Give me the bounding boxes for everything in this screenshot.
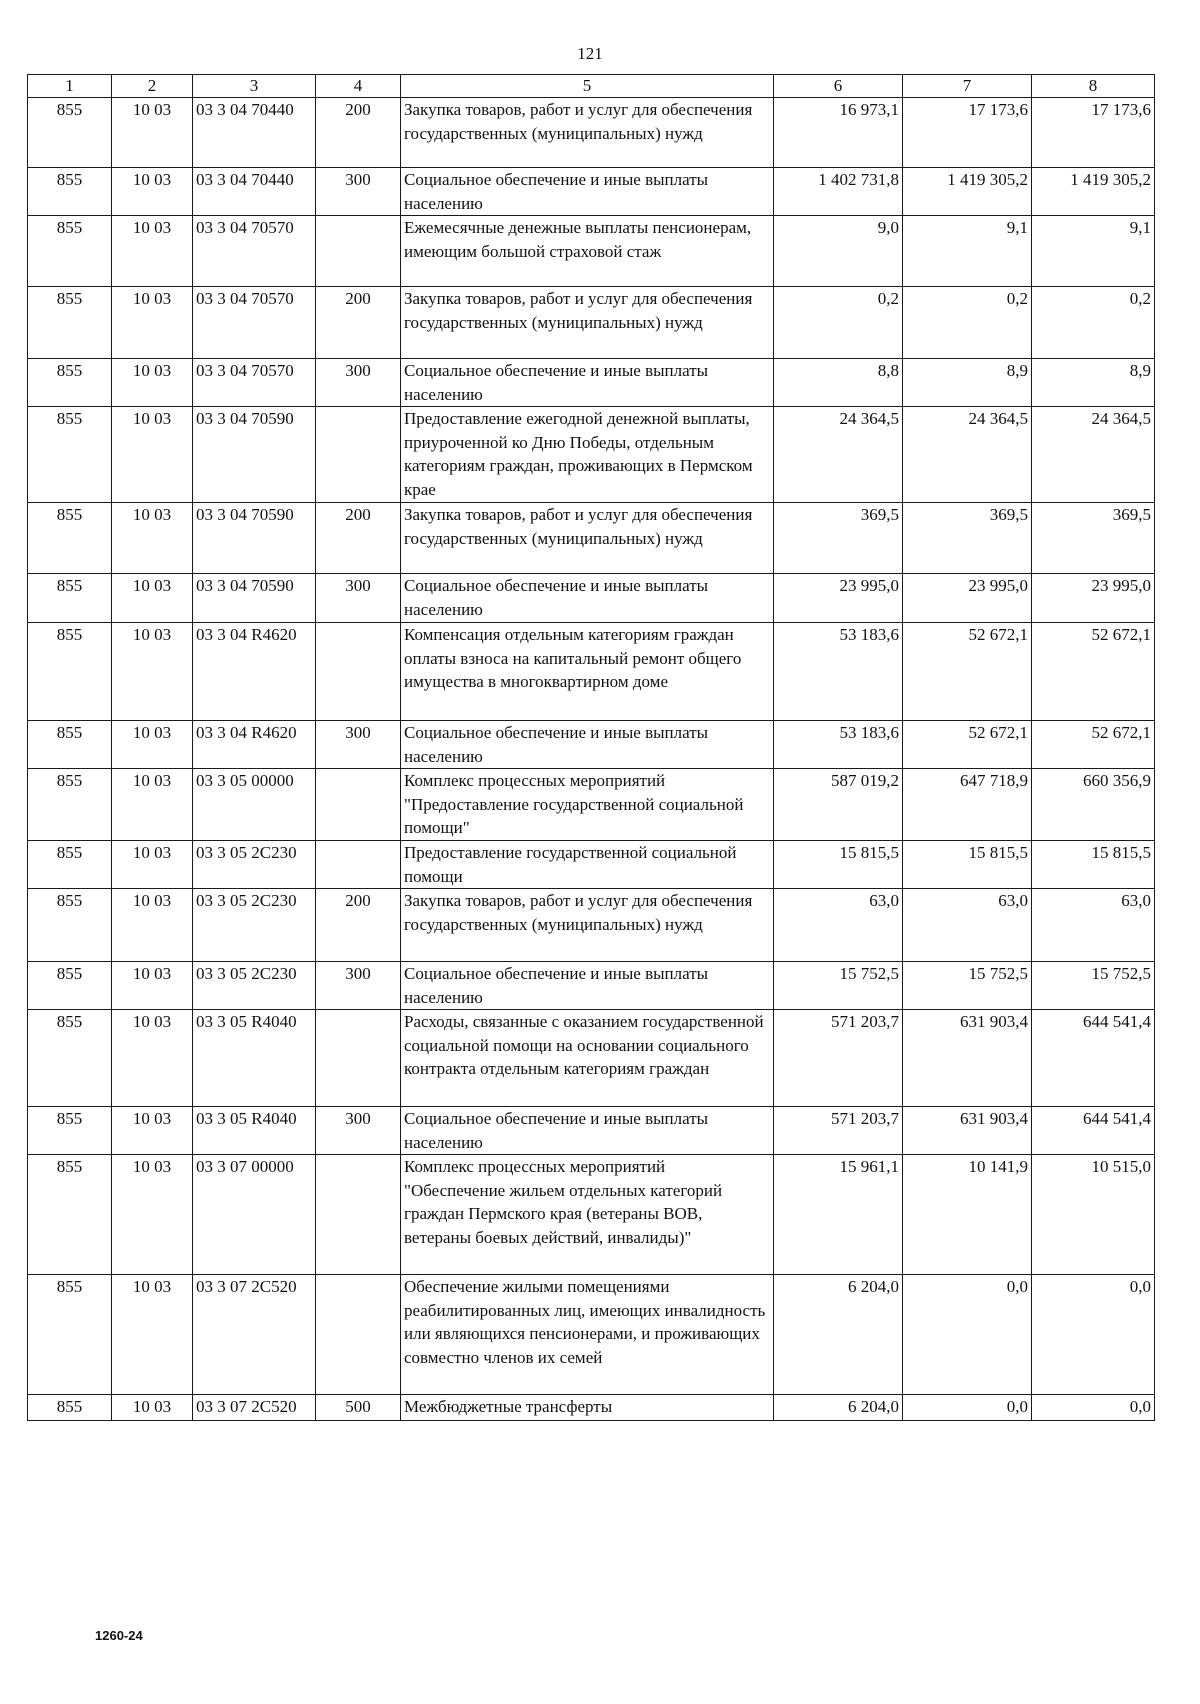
- section-code-cell: 10 03: [112, 287, 193, 359]
- amount-cell: 631 903,4: [903, 1107, 1032, 1155]
- amount-cell: 15 752,5: [1032, 962, 1155, 1010]
- amount-cell: 63,0: [903, 889, 1032, 962]
- amount-cell: 10 515,0: [1032, 1155, 1155, 1275]
- amount-cell: 52 672,1: [903, 623, 1032, 721]
- column-header: 1: [28, 75, 112, 98]
- description-cell: Ежемесячные денежные выплаты пенсионерам, имеющим большой страховой стаж: [401, 216, 774, 287]
- description-cell: Социальное обеспечение и иные выплаты населению: [401, 962, 774, 1010]
- amount-cell: 15 815,5: [903, 841, 1032, 889]
- amount-cell: 53 183,6: [774, 721, 903, 769]
- amount-cell: 52 672,1: [903, 721, 1032, 769]
- admin-code-cell: 855: [28, 1010, 112, 1107]
- budget-table: [27, 74, 1155, 1421]
- expense-type-cell: 300: [316, 962, 401, 1010]
- target-article-cell: 03 3 04 R4620: [193, 623, 316, 721]
- table-row: [28, 623, 1155, 721]
- expense-type-cell: 200: [316, 503, 401, 574]
- target-article-cell: 03 3 04 70440: [193, 168, 316, 216]
- admin-code-cell: 855: [28, 407, 112, 503]
- amount-cell: 647 718,9: [903, 769, 1032, 841]
- section-code-cell: 10 03: [112, 623, 193, 721]
- column-header: 2: [112, 75, 193, 98]
- table-row: [28, 721, 1155, 769]
- section-code-cell: 10 03: [112, 841, 193, 889]
- admin-code-cell: 855: [28, 962, 112, 1010]
- section-code-cell: 10 03: [112, 769, 193, 841]
- description-cell: Закупка товаров, работ и услуг для обеспечения государственных (муниципальных) нужд: [401, 287, 774, 359]
- description-cell: Межбюджетные трансферты: [401, 1395, 774, 1421]
- admin-code-cell: 855: [28, 574, 112, 623]
- amount-cell: 15 752,5: [774, 962, 903, 1010]
- header-row: [28, 75, 1155, 98]
- amount-cell: 24 364,5: [903, 407, 1032, 503]
- admin-code-cell: 855: [28, 1155, 112, 1275]
- target-article-cell: 03 3 04 70570: [193, 216, 316, 287]
- table-row: [28, 841, 1155, 889]
- amount-cell: 0,2: [903, 287, 1032, 359]
- amount-cell: 17 173,6: [903, 98, 1032, 168]
- amount-cell: 0,0: [903, 1395, 1032, 1421]
- amount-cell: 369,5: [774, 503, 903, 574]
- amount-cell: 1 402 731,8: [774, 168, 903, 216]
- table-row: [28, 1395, 1155, 1421]
- document-code: 1260-24: [95, 1628, 143, 1643]
- amount-cell: 571 203,7: [774, 1107, 903, 1155]
- section-code-cell: 10 03: [112, 1275, 193, 1395]
- description-cell: Социальное обеспечение и иные выплаты населению: [401, 168, 774, 216]
- admin-code-cell: 855: [28, 721, 112, 769]
- description-cell: Предоставление государственной социальной помощи: [401, 841, 774, 889]
- amount-cell: 15 961,1: [774, 1155, 903, 1275]
- admin-code-cell: 855: [28, 889, 112, 962]
- section-code-cell: 10 03: [112, 168, 193, 216]
- target-article-cell: 03 3 05 2С230: [193, 889, 316, 962]
- description-cell: Расходы, связанные с оказанием государственной социальной помощи на основании социального контракта отдельным категориям граждан: [401, 1010, 774, 1107]
- table-row: [28, 407, 1155, 503]
- description-cell: Социальное обеспечение и иные выплаты населению: [401, 721, 774, 769]
- admin-code-cell: 855: [28, 98, 112, 168]
- section-code-cell: 10 03: [112, 962, 193, 1010]
- table-row: [28, 98, 1155, 168]
- table-row: [28, 1275, 1155, 1395]
- amount-cell: 52 672,1: [1032, 721, 1155, 769]
- amount-cell: 23 995,0: [774, 574, 903, 623]
- section-code-cell: 10 03: [112, 1395, 193, 1421]
- amount-cell: 369,5: [1032, 503, 1155, 574]
- expense-type-cell: 300: [316, 574, 401, 623]
- amount-cell: 0,2: [1032, 287, 1155, 359]
- amount-cell: 571 203,7: [774, 1010, 903, 1107]
- target-article-cell: 03 3 05 R4040: [193, 1010, 316, 1107]
- target-article-cell: 03 3 05 R4040: [193, 1107, 316, 1155]
- admin-code-cell: 855: [28, 623, 112, 721]
- section-code-cell: 10 03: [112, 1107, 193, 1155]
- admin-code-cell: 855: [28, 1395, 112, 1421]
- target-article-cell: 03 3 07 2С520: [193, 1395, 316, 1421]
- target-article-cell: 03 3 07 00000: [193, 1155, 316, 1275]
- amount-cell: 10 141,9: [903, 1155, 1032, 1275]
- table-row: [28, 359, 1155, 407]
- amount-cell: 15 815,5: [774, 841, 903, 889]
- expense-type-cell: 200: [316, 287, 401, 359]
- admin-code-cell: 855: [28, 216, 112, 287]
- table-row: [28, 1010, 1155, 1107]
- description-cell: Комплекс процессных мероприятий "Предоставление государственной социальной помощи": [401, 769, 774, 841]
- amount-cell: 587 019,2: [774, 769, 903, 841]
- description-cell: Социальное обеспечение и иные выплаты населению: [401, 359, 774, 407]
- description-cell: Предоставление ежегодной денежной выплаты, приуроченной ко Дню Победы, отдельным категориям граждан, проживающих в Пермском крае: [401, 407, 774, 503]
- table-row: [28, 574, 1155, 623]
- table-row: [28, 216, 1155, 287]
- admin-code-cell: 855: [28, 503, 112, 574]
- target-article-cell: 03 3 04 70590: [193, 503, 316, 574]
- amount-cell: 644 541,4: [1032, 1010, 1155, 1107]
- target-article-cell: 03 3 04 70440: [193, 98, 316, 168]
- target-article-cell: 03 3 05 2С230: [193, 962, 316, 1010]
- admin-code-cell: 855: [28, 287, 112, 359]
- table-row: [28, 503, 1155, 574]
- amount-cell: 1 419 305,2: [903, 168, 1032, 216]
- column-header: 8: [1032, 75, 1155, 98]
- expense-type-cell: [316, 769, 401, 841]
- amount-cell: 9,1: [1032, 216, 1155, 287]
- expense-type-cell: 300: [316, 359, 401, 407]
- amount-cell: 16 973,1: [774, 98, 903, 168]
- column-header: 6: [774, 75, 903, 98]
- amount-cell: 52 672,1: [1032, 623, 1155, 721]
- expense-type-cell: [316, 407, 401, 503]
- description-cell: Закупка товаров, работ и услуг для обеспечения государственных (муниципальных) нужд: [401, 503, 774, 574]
- expense-type-cell: 200: [316, 98, 401, 168]
- target-article-cell: 03 3 07 2С520: [193, 1275, 316, 1395]
- amount-cell: 53 183,6: [774, 623, 903, 721]
- section-code-cell: 10 03: [112, 359, 193, 407]
- expense-type-cell: [316, 1275, 401, 1395]
- expense-type-cell: [316, 841, 401, 889]
- amount-cell: 0,0: [1032, 1395, 1155, 1421]
- admin-code-cell: 855: [28, 841, 112, 889]
- expense-type-cell: 300: [316, 168, 401, 216]
- table-row: [28, 769, 1155, 841]
- admin-code-cell: 855: [28, 769, 112, 841]
- admin-code-cell: 855: [28, 359, 112, 407]
- table-row: [28, 962, 1155, 1010]
- section-code-cell: 10 03: [112, 407, 193, 503]
- table-row: [28, 1107, 1155, 1155]
- amount-cell: 23 995,0: [1032, 574, 1155, 623]
- column-header: 3: [193, 75, 316, 98]
- amount-cell: 8,8: [774, 359, 903, 407]
- description-cell: Закупка товаров, работ и услуг для обеспечения государственных (муниципальных) нужд: [401, 889, 774, 962]
- amount-cell: 0,2: [774, 287, 903, 359]
- expense-type-cell: [316, 1010, 401, 1107]
- table-row: [28, 889, 1155, 962]
- amount-cell: 6 204,0: [774, 1275, 903, 1395]
- amount-cell: 1 419 305,2: [1032, 168, 1155, 216]
- amount-cell: 644 541,4: [1032, 1107, 1155, 1155]
- target-article-cell: 03 3 04 R4620: [193, 721, 316, 769]
- target-article-cell: 03 3 05 2С230: [193, 841, 316, 889]
- target-article-cell: 03 3 04 70590: [193, 574, 316, 623]
- target-article-cell: 03 3 05 00000: [193, 769, 316, 841]
- section-code-cell: 10 03: [112, 1010, 193, 1107]
- section-code-cell: 10 03: [112, 889, 193, 962]
- expense-type-cell: 500: [316, 1395, 401, 1421]
- expense-type-cell: 200: [316, 889, 401, 962]
- admin-code-cell: 855: [28, 168, 112, 216]
- amount-cell: 63,0: [774, 889, 903, 962]
- target-article-cell: 03 3 04 70570: [193, 287, 316, 359]
- table-row: [28, 287, 1155, 359]
- description-cell: Социальное обеспечение и иные выплаты населению: [401, 574, 774, 623]
- expense-type-cell: 300: [316, 721, 401, 769]
- section-code-cell: 10 03: [112, 721, 193, 769]
- amount-cell: 24 364,5: [774, 407, 903, 503]
- column-header: 5: [401, 75, 774, 98]
- amount-cell: 15 752,5: [903, 962, 1032, 1010]
- amount-cell: 660 356,9: [1032, 769, 1155, 841]
- target-article-cell: 03 3 04 70590: [193, 407, 316, 503]
- amount-cell: 23 995,0: [903, 574, 1032, 623]
- section-code-cell: 10 03: [112, 1155, 193, 1275]
- admin-code-cell: 855: [28, 1107, 112, 1155]
- amount-cell: 8,9: [903, 359, 1032, 407]
- page-number: 121: [577, 44, 603, 63]
- amount-cell: 6 204,0: [774, 1395, 903, 1421]
- expense-type-cell: [316, 216, 401, 287]
- table-row: [28, 1155, 1155, 1275]
- section-code-cell: 10 03: [112, 574, 193, 623]
- amount-cell: 8,9: [1032, 359, 1155, 407]
- amount-cell: 9,0: [774, 216, 903, 287]
- section-code-cell: 10 03: [112, 503, 193, 574]
- description-cell: Обеспечение жилыми помещениями реабилитированных лиц, имеющих инвалидность или являющихся пенсионерами, и проживающих совместно членов их семей: [401, 1275, 774, 1395]
- admin-code-cell: 855: [28, 1275, 112, 1395]
- column-header: 4: [316, 75, 401, 98]
- expense-type-cell: [316, 623, 401, 721]
- expense-type-cell: [316, 1155, 401, 1275]
- description-cell: Компенсация отдельным категориям граждан оплаты взноса на капитальный ремонт общего имущества в многоквартирном доме: [401, 623, 774, 721]
- table-row: [28, 168, 1155, 216]
- amount-cell: 631 903,4: [903, 1010, 1032, 1107]
- amount-cell: 24 364,5: [1032, 407, 1155, 503]
- amount-cell: 63,0: [1032, 889, 1155, 962]
- amount-cell: 0,0: [903, 1275, 1032, 1395]
- description-cell: Закупка товаров, работ и услуг для обеспечения государственных (муниципальных) нужд: [401, 98, 774, 168]
- expense-type-cell: 300: [316, 1107, 401, 1155]
- column-header: 7: [903, 75, 1032, 98]
- amount-cell: 369,5: [903, 503, 1032, 574]
- amount-cell: 0,0: [1032, 1275, 1155, 1395]
- section-code-cell: 10 03: [112, 98, 193, 168]
- amount-cell: 15 815,5: [1032, 841, 1155, 889]
- description-cell: Социальное обеспечение и иные выплаты населению: [401, 1107, 774, 1155]
- amount-cell: 9,1: [903, 216, 1032, 287]
- amount-cell: 17 173,6: [1032, 98, 1155, 168]
- target-article-cell: 03 3 04 70570: [193, 359, 316, 407]
- section-code-cell: 10 03: [112, 216, 193, 287]
- description-cell: Комплекс процессных мероприятий "Обеспечение жильем отдельных категорий граждан Пермского края (ветераны ВОВ, ветераны боевых действий, инвалиды)": [401, 1155, 774, 1275]
